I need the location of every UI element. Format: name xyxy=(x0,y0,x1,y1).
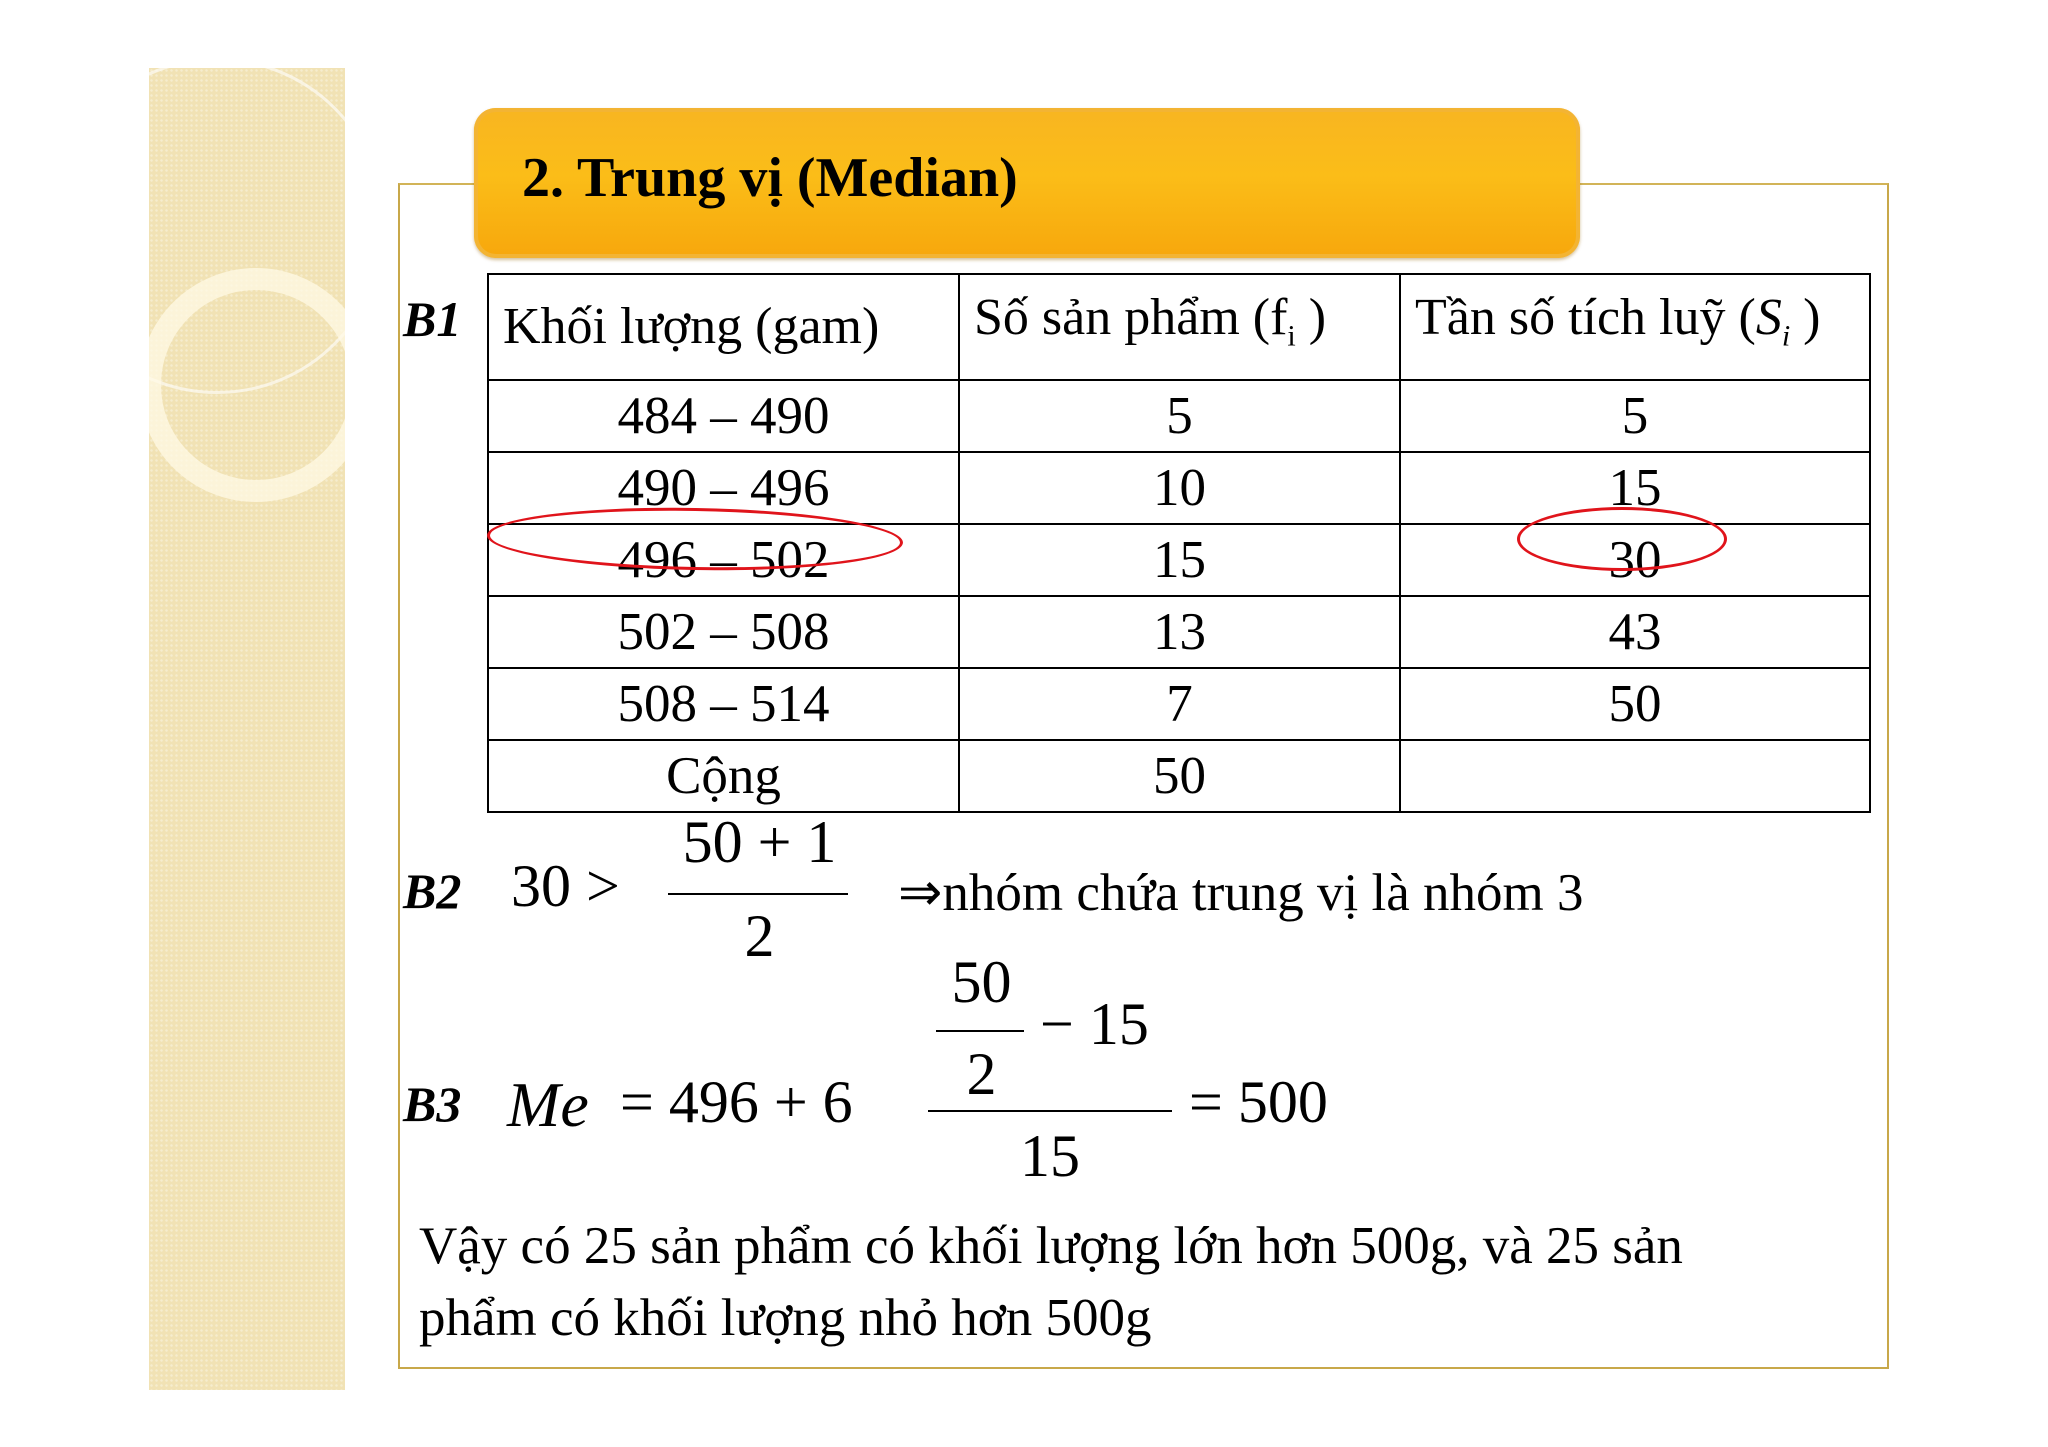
cell: 5 xyxy=(959,380,1400,452)
table-row xyxy=(488,740,1870,812)
b3-inner-denominator: 2 xyxy=(966,1041,997,1107)
table-header-row xyxy=(488,274,1870,380)
header-text: Số sản phẩm (f xyxy=(974,289,1288,346)
slide-title: 2. Trung vị (Median) xyxy=(522,147,1018,209)
subscript: i xyxy=(1781,319,1791,353)
b3-me: Me xyxy=(507,1069,589,1140)
b2-numerator: 50 + 1 xyxy=(682,809,837,875)
subscript: i xyxy=(1287,319,1296,353)
cell: 484 – 490 xyxy=(488,380,959,452)
step-b1-label: B1 xyxy=(403,291,462,347)
b3-inner-numerator: 50 xyxy=(951,949,1012,1015)
conclusion-line-1: Vậy có 25 sản phẩm có khối lượng lớn hơn 500g, và 25 sản xyxy=(419,1217,1683,1275)
header-weight xyxy=(488,274,959,380)
symbol: S xyxy=(1755,289,1782,346)
cell xyxy=(1400,740,1870,812)
step-b2-label: B2 xyxy=(403,863,462,919)
cell: 43 xyxy=(1400,596,1870,668)
cell: 490 – 496 xyxy=(488,452,959,524)
b2-denominator: 2 xyxy=(744,903,775,969)
table-row xyxy=(488,380,1870,452)
b3-minus: − 15 xyxy=(1040,991,1149,1057)
cell: 496 – 502 xyxy=(488,524,959,596)
step-b3-label: B3 xyxy=(403,1076,462,1132)
fraction-bar xyxy=(928,1110,1172,1112)
b3-result: = 500 xyxy=(1189,1069,1328,1135)
table-row xyxy=(488,668,1870,740)
highlight-ellipse-cumulative xyxy=(1517,507,1727,571)
b3-denominator: 15 xyxy=(1020,1123,1080,1189)
b2-conclusion: ⇒nhóm chứa trung vị là nhóm 3 xyxy=(898,864,1584,922)
header-text: ) xyxy=(1295,289,1327,346)
cell: 508 – 514 xyxy=(488,668,959,740)
conclusion-line-2: phẩm có khối lượng nhỏ hơn 500g xyxy=(419,1289,1152,1347)
header-text: ) xyxy=(1790,289,1821,346)
cell: 7 xyxy=(959,668,1400,740)
decorative-side-strip xyxy=(149,68,345,1390)
header-text: Khối lượng (gam) xyxy=(503,298,880,356)
header-cumulative xyxy=(1400,274,1870,380)
header-count xyxy=(959,274,1400,380)
cell: 13 xyxy=(959,596,1400,668)
decorative-ring xyxy=(149,268,345,502)
b3-expression: = 496 + 6 xyxy=(620,1069,853,1135)
cell: 5 xyxy=(1400,380,1870,452)
cell: 10 xyxy=(959,452,1400,524)
cell: 15 xyxy=(1400,452,1870,524)
cell: 502 – 508 xyxy=(488,596,959,668)
header-text: Tần số tích luỹ ( xyxy=(1415,289,1756,346)
cell: 15 xyxy=(959,524,1400,596)
cell: 50 xyxy=(1400,668,1870,740)
cell: Cộng xyxy=(488,740,959,812)
cell: 50 xyxy=(959,740,1400,812)
table-row xyxy=(488,596,1870,668)
b2-lhs: 30 > xyxy=(511,853,620,919)
inner-fraction-bar xyxy=(936,1030,1024,1032)
cell: 30 xyxy=(1400,524,1870,596)
fraction-bar xyxy=(668,893,848,895)
